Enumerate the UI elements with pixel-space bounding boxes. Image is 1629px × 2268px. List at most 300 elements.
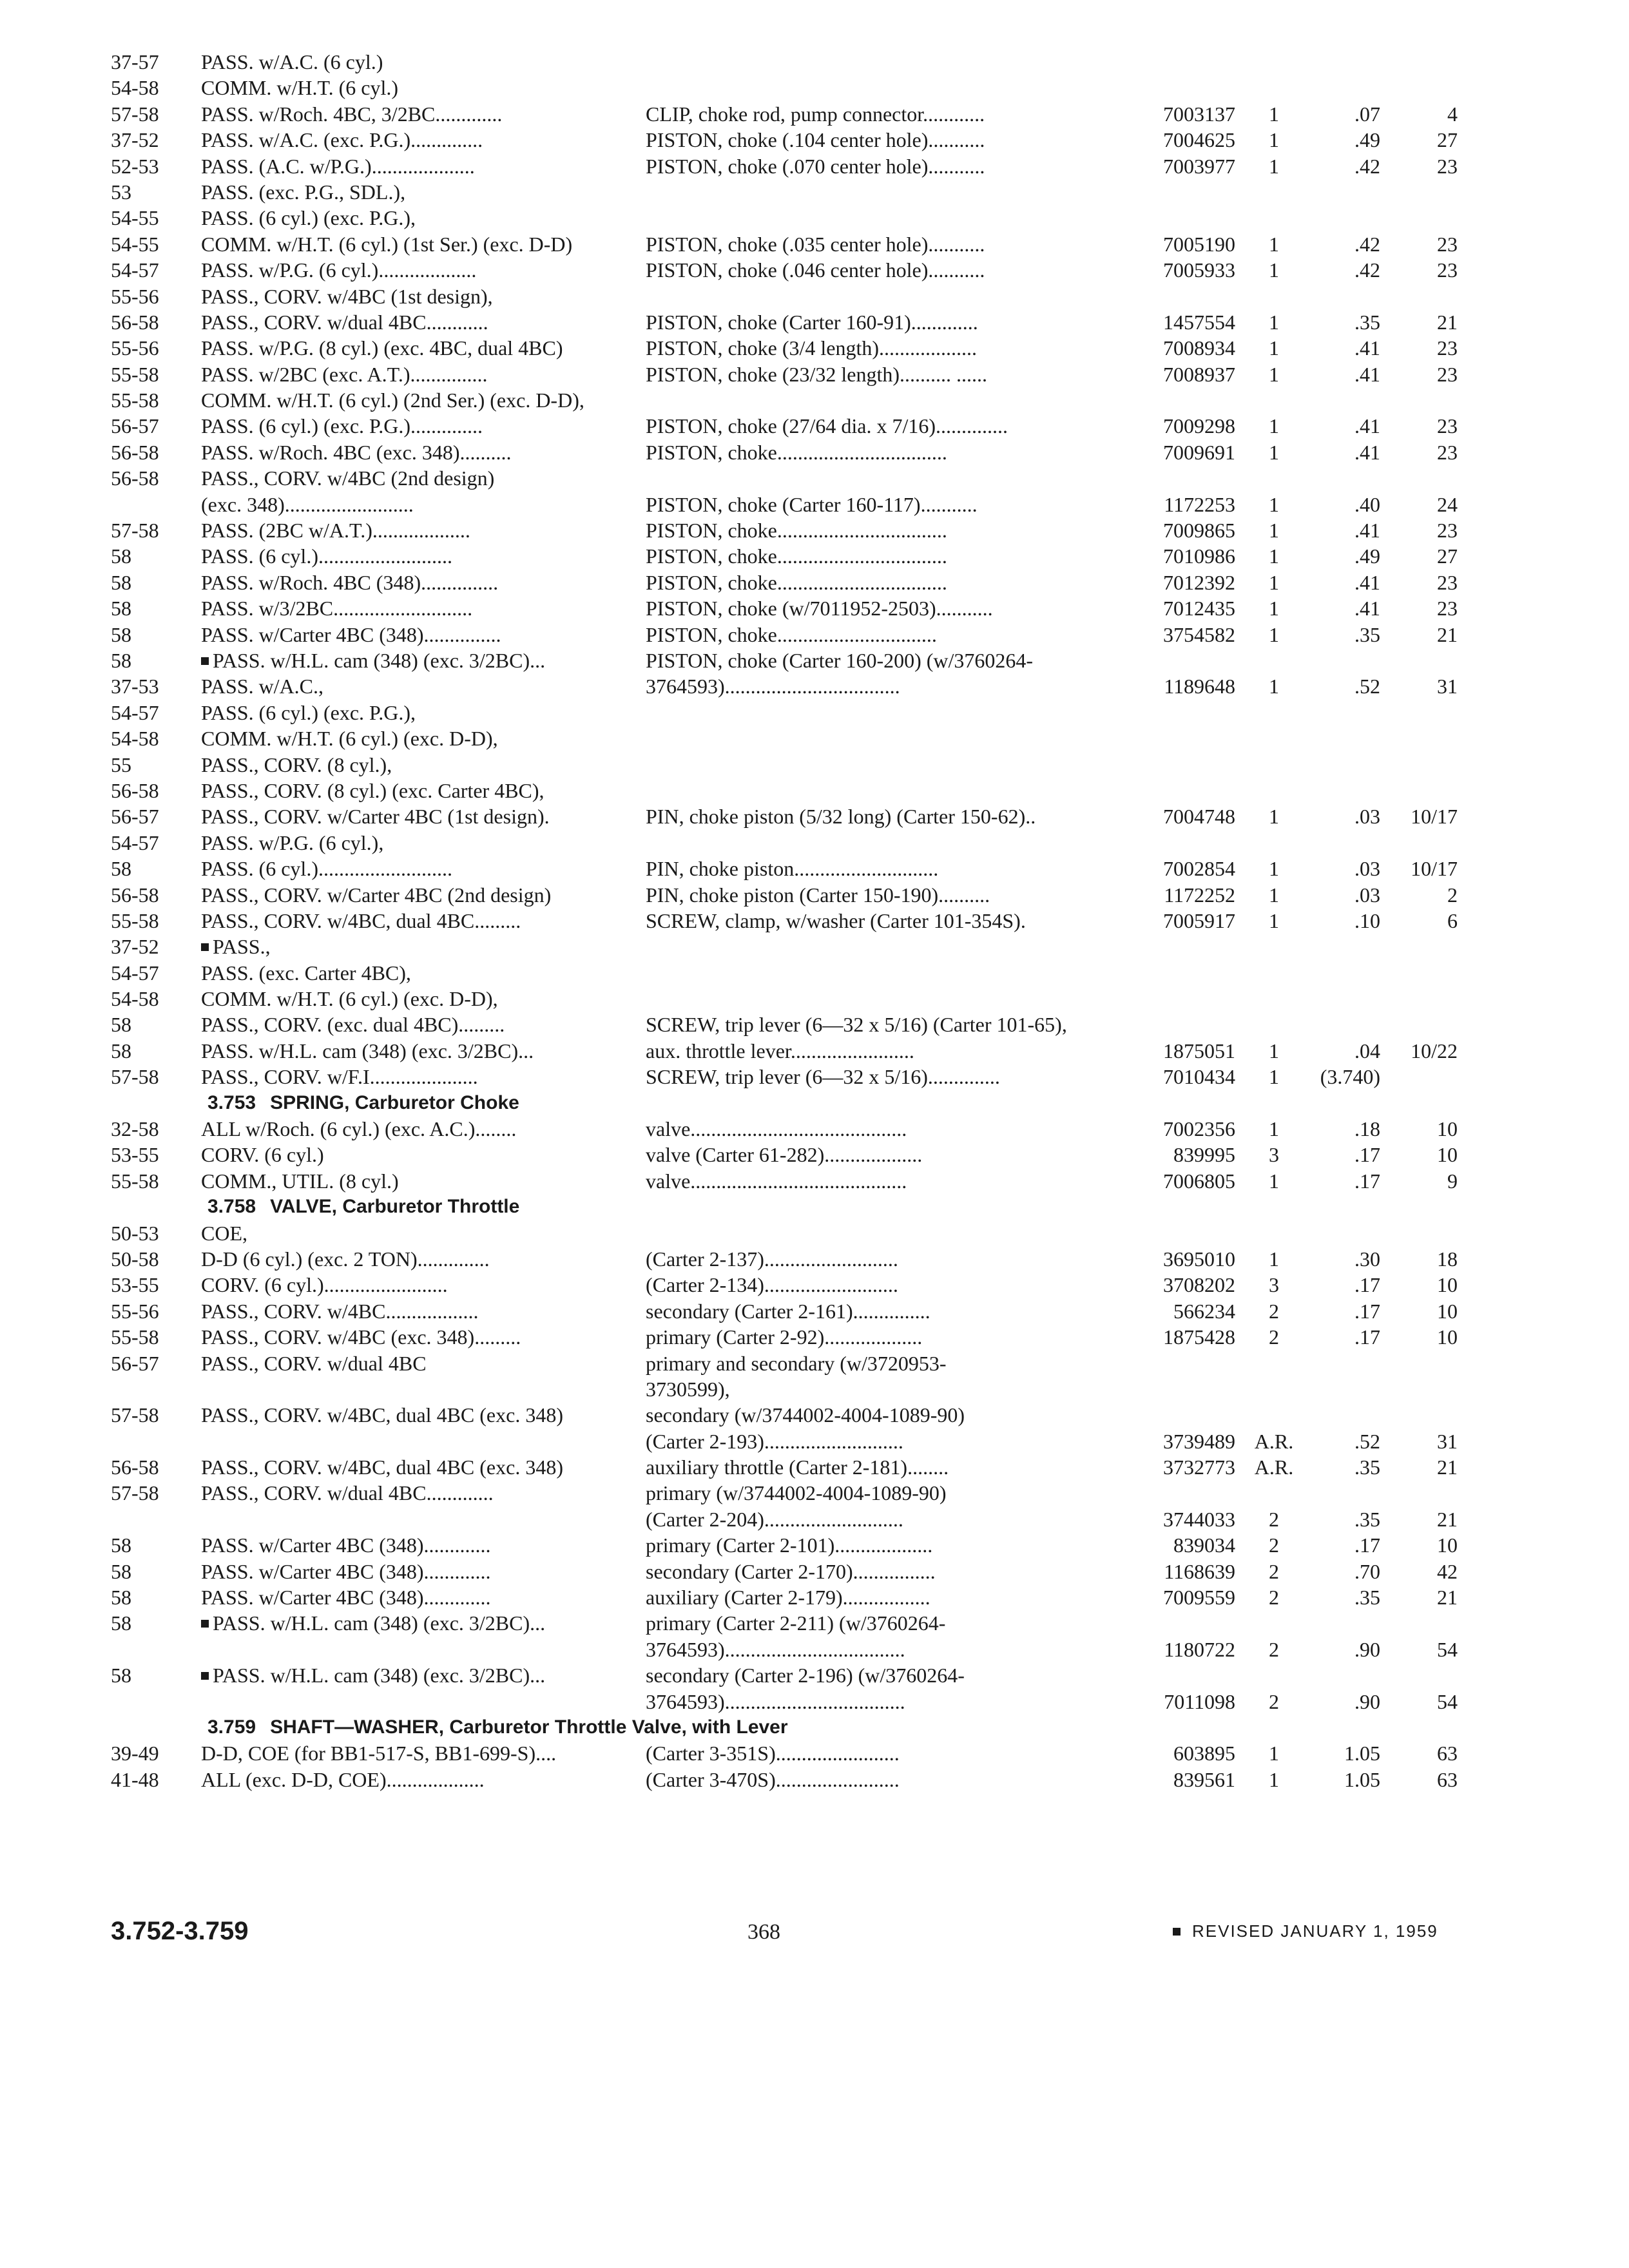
- part-description: PISTON, choke (.046 center hole)...........: [646, 258, 985, 282]
- quantity: 1: [1269, 1065, 1279, 1089]
- model-years: 55-56: [111, 1299, 159, 1323]
- list-price: .10: [1354, 908, 1380, 932]
- parts-row: [111, 49, 1458, 75]
- model-years: 54-58: [111, 987, 159, 1011]
- application: PASS., CORV. w/4BC (2nd design): [201, 466, 495, 490]
- model-years: 55: [111, 753, 131, 776]
- application-text: PASS. w/H.L. cam (348) (exc. 3/2BC)...: [213, 1664, 546, 1687]
- model-years: 41-48: [111, 1767, 159, 1791]
- part-number: 1189648: [1164, 675, 1235, 698]
- list-price: .18: [1354, 1117, 1380, 1141]
- quantity: A.R.: [1254, 1456, 1294, 1479]
- model-years: 52-53: [111, 154, 159, 178]
- parts-row: [111, 1584, 1458, 1610]
- part-description: PISTON, choke (.104 center hole)...........: [646, 128, 985, 152]
- application: PASS. w/3/2BC...........................: [201, 597, 473, 620]
- fig-code: 10: [1437, 1143, 1458, 1167]
- parts-row: [111, 1376, 1458, 1402]
- application: CORV. (6 cyl.)........................: [201, 1273, 448, 1297]
- part-description: primary (Carter 2-101)...................: [646, 1533, 933, 1557]
- parts-row: [111, 882, 1458, 908]
- revision-marker-icon: [1173, 1928, 1181, 1936]
- parts-list: [111, 49, 1458, 1792]
- list-price: .17: [1354, 1273, 1380, 1297]
- parts-row: [111, 934, 1458, 959]
- application: PASS. (A.C. w/P.G.)....................: [201, 154, 475, 178]
- application: PASS. w/Carter 4BC (348).............: [201, 1586, 491, 1610]
- model-years: 58: [111, 622, 131, 646]
- quantity: 1: [1269, 1117, 1279, 1141]
- application: PASS., CORV. w/dual 4BC.............: [201, 1481, 494, 1505]
- part-description: 3764593)..................................: [646, 675, 900, 698]
- part-number: 3754582: [1163, 622, 1235, 646]
- model-years: 57-58: [111, 519, 159, 543]
- model-years: 57-58: [111, 1481, 159, 1505]
- part-description: PISTON, choke.................................: [646, 519, 947, 543]
- part-description: PIN, choke piston (Carter 150-190)..........: [646, 883, 990, 907]
- application: PASS. w/Roch. 4BC (exc. 348)..........: [201, 440, 512, 464]
- parts-row: [111, 1740, 1458, 1766]
- fig-code: 63: [1437, 1742, 1458, 1765]
- part-number: 1875051: [1163, 1039, 1235, 1062]
- quantity: 1: [1269, 1247, 1279, 1271]
- parts-row: [111, 1767, 1458, 1792]
- quantity: 1: [1269, 362, 1279, 386]
- part-description: valve (Carter 61-282)...................: [646, 1143, 923, 1167]
- section-title: SHAFT—WASHER, Carburetor Throttle Valve, with Lever: [270, 1716, 788, 1738]
- quantity: 1: [1269, 805, 1279, 829]
- parts-row: [111, 1220, 1458, 1246]
- quantity: 1: [1269, 102, 1279, 126]
- part-number: 7011098: [1164, 1689, 1235, 1713]
- model-years: 32-58: [111, 1117, 159, 1141]
- revision-text: REVISED JANUARY 1, 1959: [1192, 1921, 1438, 1941]
- list-price: .35: [1354, 1507, 1380, 1531]
- list-price: .03: [1354, 883, 1380, 907]
- application-text: PASS.,: [213, 935, 271, 959]
- part-description: PISTON, choke.................................: [646, 570, 947, 594]
- list-price: .35: [1354, 1586, 1380, 1610]
- parts-row: [111, 387, 1458, 413]
- parts-row: [111, 153, 1458, 179]
- parts-row: [111, 231, 1458, 257]
- fig-code: 23: [1437, 519, 1458, 543]
- parts-row: [111, 543, 1458, 569]
- list-price: .03: [1354, 805, 1380, 829]
- parts-row: [111, 465, 1458, 491]
- application: PASS., CORV. (8 cyl.) (exc. Carter 4BC),: [201, 778, 545, 802]
- application: PASS. (6 cyl.)..........................: [201, 544, 452, 568]
- part-description: auxiliary (Carter 2-179).................: [646, 1586, 930, 1610]
- application: CORV. (6 cyl.): [201, 1143, 324, 1167]
- part-number: 7002854: [1163, 857, 1235, 881]
- list-price: .90: [1354, 1689, 1380, 1713]
- fig-code: 23: [1437, 440, 1458, 464]
- model-years: 56-58: [111, 778, 159, 802]
- parts-row: [111, 803, 1458, 829]
- application-text: PASS. w/H.L. cam (348) (exc. 3/2BC)...: [213, 648, 546, 672]
- model-years: 54-55: [111, 206, 159, 230]
- fig-code: 23: [1437, 154, 1458, 178]
- part-description: aux. throttle lever........................: [646, 1039, 914, 1062]
- parts-row: [111, 570, 1458, 595]
- fig-code: 23: [1437, 336, 1458, 360]
- fig-code: 21: [1437, 1456, 1458, 1479]
- model-years: 56-58: [111, 466, 159, 490]
- part-description: (Carter 2-137)..........................: [646, 1247, 898, 1271]
- part-description: secondary (w/3744002-4004-1089-90): [646, 1403, 965, 1427]
- part-number: 7004625: [1163, 128, 1235, 152]
- list-price: .41: [1354, 570, 1380, 594]
- list-price: .35: [1354, 1456, 1380, 1479]
- part-number: 3739489: [1163, 1429, 1235, 1453]
- part-description: PISTON, choke (Carter 160-117)...........: [646, 492, 978, 516]
- parts-row: [111, 1402, 1458, 1428]
- application: PASS. w/2BC (exc. A.T.)...............: [201, 362, 488, 386]
- fig-code: 21: [1437, 310, 1458, 334]
- section-number: 3.758: [207, 1196, 256, 1218]
- part-description: PIN, choke piston............................: [646, 857, 939, 881]
- quantity: 1: [1269, 1169, 1279, 1193]
- model-years: 54-55: [111, 232, 159, 256]
- part-description: secondary (Carter 2-170)................: [646, 1559, 936, 1583]
- parts-row: [111, 517, 1458, 543]
- part-description: (Carter 2-134)..........................: [646, 1273, 898, 1297]
- application: PASS. w/Roch. 4BC, 3/2BC.............: [201, 102, 503, 126]
- parts-row: [111, 413, 1458, 439]
- application: COE,: [201, 1221, 247, 1245]
- part-description: primary (Carter 2-211) (w/3760264-: [646, 1611, 946, 1635]
- quantity: 1: [1269, 258, 1279, 282]
- list-price: (3.740): [1320, 1065, 1380, 1089]
- model-years: 37-53: [111, 675, 159, 698]
- quantity: 1: [1269, 519, 1279, 543]
- section-range: 3.752-3.759: [111, 1917, 249, 1945]
- fig-code: 31: [1437, 675, 1458, 698]
- quantity: 1: [1269, 597, 1279, 620]
- part-number: 7009691: [1163, 440, 1235, 464]
- part-description: PISTON, choke.................................: [646, 440, 947, 464]
- parts-row: [111, 1689, 1458, 1715]
- part-description: SCREW, trip lever (6—32 x 5/16) (Carter 101-65),: [646, 1013, 1067, 1037]
- parts-row: [111, 1272, 1458, 1298]
- fig-code: 10: [1437, 1273, 1458, 1297]
- section-heading-text: [207, 1090, 1303, 1116]
- part-description: PISTON, choke (w/7011952-2503)...........: [646, 597, 993, 620]
- quantity: 2: [1269, 1559, 1279, 1583]
- list-price: .42: [1354, 258, 1380, 282]
- application: PASS. w/A.C. (6 cyl.): [201, 50, 383, 73]
- application: PASS., CORV. w/4BC..................: [201, 1299, 479, 1323]
- part-description: 3764593)...................................: [646, 1689, 905, 1713]
- model-years: 56-58: [111, 1456, 159, 1479]
- parts-row: [111, 1637, 1458, 1662]
- quantity: 1: [1269, 883, 1279, 907]
- list-price: .35: [1354, 310, 1380, 334]
- part-number: 7008934: [1163, 336, 1235, 360]
- parts-row: [111, 1532, 1458, 1558]
- model-years: 50-53: [111, 1221, 159, 1245]
- parts-row: [111, 700, 1458, 726]
- model-years: 37-57: [111, 50, 159, 73]
- model-years: 54-57: [111, 258, 159, 282]
- list-price: .52: [1354, 1429, 1380, 1453]
- parts-row: [111, 1559, 1458, 1584]
- model-years: 53-55: [111, 1143, 159, 1167]
- part-description: SCREW, clamp, w/washer (Carter 101-354S).: [646, 908, 1026, 932]
- application: [201, 934, 717, 959]
- application: PASS., CORV. w/4BC (1st design),: [201, 284, 493, 308]
- quantity: 1: [1269, 310, 1279, 334]
- application: (exc. 348).........................: [201, 492, 414, 516]
- fig-code: 10/17: [1411, 805, 1458, 829]
- section-heading: [111, 1715, 1458, 1740]
- model-years: 50-58: [111, 1247, 159, 1271]
- section-number: 3.753: [207, 1091, 256, 1113]
- parts-row: [111, 205, 1458, 231]
- page-number: 368: [747, 1920, 780, 1944]
- revised-marker-icon: [201, 1620, 209, 1628]
- list-price: .49: [1354, 128, 1380, 152]
- model-years: 54-58: [111, 727, 159, 751]
- part-description: (Carter 3-470S)........................: [646, 1767, 900, 1791]
- model-years: 57-58: [111, 1065, 159, 1089]
- parts-row: [111, 335, 1458, 361]
- model-years: 56-57: [111, 414, 159, 438]
- list-price: .41: [1354, 440, 1380, 464]
- parts-row: [111, 75, 1458, 101]
- list-price: .41: [1354, 362, 1380, 386]
- application: D-D (6 cyl.) (exc. 2 TON)..............: [201, 1247, 490, 1271]
- quantity: 2: [1269, 1325, 1279, 1349]
- model-years: 37-52: [111, 935, 159, 959]
- model-years: 58: [111, 648, 131, 672]
- parts-row: [111, 309, 1458, 335]
- list-price: 1.05: [1344, 1767, 1380, 1791]
- list-price: .41: [1354, 336, 1380, 360]
- list-price: .49: [1354, 544, 1380, 568]
- list-price: .17: [1354, 1143, 1380, 1167]
- part-number: 7004748: [1163, 805, 1235, 829]
- application: COMM. w/H.T. (6 cyl.) (1st Ser.) (exc. D-D): [201, 232, 573, 256]
- quantity: 1: [1269, 440, 1279, 464]
- part-number: 7006805: [1163, 1169, 1235, 1193]
- part-number: 1168639: [1164, 1559, 1235, 1583]
- quantity: 1: [1269, 544, 1279, 568]
- section-title: SPRING, Carburetor Choke: [270, 1091, 519, 1113]
- list-price: .17: [1354, 1169, 1380, 1193]
- parts-row: [111, 179, 1458, 205]
- application: PASS. w/P.G. (6 cyl.),: [201, 831, 384, 854]
- part-description: PISTON, choke (.070 center hole)...........: [646, 154, 985, 178]
- parts-row: [111, 257, 1458, 283]
- model-years: 58: [111, 1013, 131, 1037]
- part-number: 7003977: [1163, 154, 1235, 178]
- quantity: 1: [1269, 570, 1279, 594]
- model-years: 39-49: [111, 1742, 159, 1765]
- application: PASS., CORV. w/4BC, dual 4BC (exc. 348): [201, 1403, 563, 1427]
- list-price: .41: [1354, 414, 1380, 438]
- application: PASS., CORV. (exc. dual 4BC).........: [201, 1013, 505, 1037]
- application: PASS., CORV. w/4BC (exc. 348).........: [201, 1325, 521, 1349]
- model-years: 58: [111, 1559, 131, 1583]
- fig-code: 10: [1437, 1533, 1458, 1557]
- part-number: 7009559: [1163, 1586, 1235, 1610]
- model-years: 54-57: [111, 831, 159, 854]
- parts-row: [111, 127, 1458, 153]
- list-price: .52: [1354, 675, 1380, 698]
- quantity: 1: [1269, 622, 1279, 646]
- quantity: 2: [1269, 1533, 1279, 1557]
- parts-row: [111, 595, 1458, 621]
- part-number: 7010986: [1163, 544, 1235, 568]
- part-number: 566234: [1173, 1299, 1235, 1323]
- model-years: 58: [111, 1664, 131, 1687]
- section-heading: [111, 1194, 1458, 1220]
- parts-row: [111, 1662, 1458, 1688]
- part-description: (Carter 2-204)...........................: [646, 1507, 903, 1531]
- model-years: 55-56: [111, 336, 159, 360]
- quantity: 3: [1269, 1143, 1279, 1167]
- application: PASS. w/Carter 4BC (348).............: [201, 1533, 491, 1557]
- part-description: PISTON, choke (Carter 160-200) (w/3760264-: [646, 648, 1034, 672]
- model-years: 56-57: [111, 805, 159, 829]
- quantity: 1: [1269, 336, 1279, 360]
- quantity: 2: [1269, 1507, 1279, 1531]
- revised-marker-icon: [201, 657, 209, 665]
- part-number: 7012435: [1163, 597, 1235, 620]
- application: PASS., CORV. w/Carter 4BC (1st design).: [201, 805, 550, 829]
- parts-row: [111, 1610, 1458, 1636]
- fig-code: 31: [1437, 1429, 1458, 1453]
- application: COMM. w/H.T. (6 cyl.) (exc. D-D),: [201, 987, 498, 1011]
- application: PASS., CORV. (8 cyl.),: [201, 753, 392, 776]
- parts-row: [111, 1168, 1458, 1194]
- parts-row: [111, 1246, 1458, 1272]
- part-description: auxiliary throttle (Carter 2-181)........: [646, 1456, 949, 1479]
- model-years: 56-58: [111, 440, 159, 464]
- application: PASS., CORV. w/F.I.....................: [201, 1065, 478, 1089]
- quantity: 1: [1269, 1039, 1279, 1062]
- part-description: secondary (Carter 2-196) (w/3760264-: [646, 1664, 965, 1687]
- revised-marker-icon: [201, 943, 209, 951]
- application: [201, 1662, 717, 1688]
- fig-code: 23: [1437, 414, 1458, 438]
- list-price: .41: [1354, 597, 1380, 620]
- quantity: 2: [1269, 1637, 1279, 1661]
- model-years: 58: [111, 857, 131, 881]
- parts-row: [111, 960, 1458, 986]
- application-text: PASS. w/H.L. cam (348) (exc. 3/2BC)...: [213, 1611, 546, 1635]
- fig-code: 21: [1437, 1586, 1458, 1610]
- quantity: 1: [1269, 675, 1279, 698]
- fig-code: 63: [1437, 1767, 1458, 1791]
- part-description: primary (Carter 2-92)...................: [646, 1325, 923, 1349]
- model-years: 55-58: [111, 1169, 159, 1193]
- part-number: 7005933: [1163, 258, 1235, 282]
- part-description: PISTON, choke.................................: [646, 544, 947, 568]
- list-price: .41: [1354, 519, 1380, 543]
- fig-code: 24: [1437, 492, 1458, 516]
- parts-row: [111, 726, 1458, 751]
- model-years: 58: [111, 597, 131, 620]
- model-years: 58: [111, 570, 131, 594]
- parts-row: [111, 361, 1458, 387]
- application: PASS., CORV. w/dual 4BC: [201, 1351, 427, 1375]
- model-years: 57-58: [111, 102, 159, 126]
- application: PASS., CORV. w/4BC, dual 4BC (exc. 348): [201, 1456, 563, 1479]
- parts-row: [111, 648, 1458, 673]
- part-number: 7012392: [1163, 570, 1235, 594]
- part-number: 7005917: [1163, 908, 1235, 932]
- section-heading-text: [207, 1194, 1303, 1220]
- part-number: 1457554: [1163, 310, 1235, 334]
- model-years: 55-58: [111, 1325, 159, 1349]
- revision-note: [1173, 1921, 1438, 1941]
- part-number: 7010434: [1163, 1065, 1235, 1089]
- fig-code: 23: [1437, 362, 1458, 386]
- model-years: 56-58: [111, 883, 159, 907]
- part-number: 839995: [1173, 1143, 1235, 1167]
- parts-row: [111, 830, 1458, 856]
- parts-row: [111, 1038, 1458, 1064]
- application: COMM. w/H.T. (6 cyl.): [201, 76, 399, 100]
- parts-row: [111, 1012, 1458, 1037]
- application: PASS. (6 cyl.) (exc. P.G.),: [201, 206, 416, 230]
- fig-code: 2: [1447, 883, 1458, 907]
- model-years: 55-56: [111, 284, 159, 308]
- quantity: 1: [1269, 414, 1279, 438]
- part-description: PISTON, choke...............................: [646, 622, 937, 646]
- model-years: 37-52: [111, 128, 159, 152]
- part-number: 603895: [1173, 1742, 1235, 1765]
- part-description: (Carter 3-351S)........................: [646, 1742, 900, 1765]
- application: COMM. w/H.T. (6 cyl.) (2nd Ser.) (exc. D-D),: [201, 389, 584, 412]
- list-price: .03: [1354, 857, 1380, 881]
- model-years: 58: [111, 1611, 131, 1635]
- list-price: .40: [1354, 492, 1380, 516]
- parts-row: [111, 439, 1458, 465]
- parts-row: [111, 1454, 1458, 1480]
- application: PASS. (exc. P.G., SDL.),: [201, 180, 406, 204]
- fig-code: 54: [1437, 1637, 1458, 1661]
- application: PASS. w/H.L. cam (348) (exc. 3/2BC)...: [201, 1039, 534, 1062]
- list-price: .07: [1354, 102, 1380, 126]
- fig-code: 54: [1437, 1689, 1458, 1713]
- application: ALL w/Roch. (6 cyl.) (exc. A.C.)........: [201, 1117, 517, 1141]
- application: PASS. w/Carter 4BC (348).............: [201, 1559, 491, 1583]
- list-price: .90: [1354, 1637, 1380, 1661]
- part-description: primary and secondary (w/3720953-: [646, 1351, 947, 1375]
- part-description: secondary (Carter 2-161)...............: [646, 1299, 930, 1323]
- parts-row: [111, 1064, 1458, 1090]
- part-number: 1875428: [1163, 1325, 1235, 1349]
- part-number: 839034: [1173, 1533, 1235, 1557]
- list-price: .42: [1354, 232, 1380, 256]
- part-number: 7008937: [1163, 362, 1235, 386]
- fig-code: 23: [1437, 570, 1458, 594]
- part-description: PISTON, choke (.035 center hole)...........: [646, 232, 985, 256]
- parts-row: [111, 1324, 1458, 1350]
- parts-row: [111, 1350, 1458, 1376]
- application: [201, 648, 717, 673]
- application: PASS. w/Roch. 4BC (348)...............: [201, 570, 499, 594]
- model-years: 55-58: [111, 362, 159, 386]
- part-number: 7005190: [1163, 232, 1235, 256]
- part-number: 3695010: [1163, 1247, 1235, 1271]
- quantity: 1: [1269, 857, 1279, 881]
- section-title: VALVE, Carburetor Throttle: [270, 1196, 520, 1218]
